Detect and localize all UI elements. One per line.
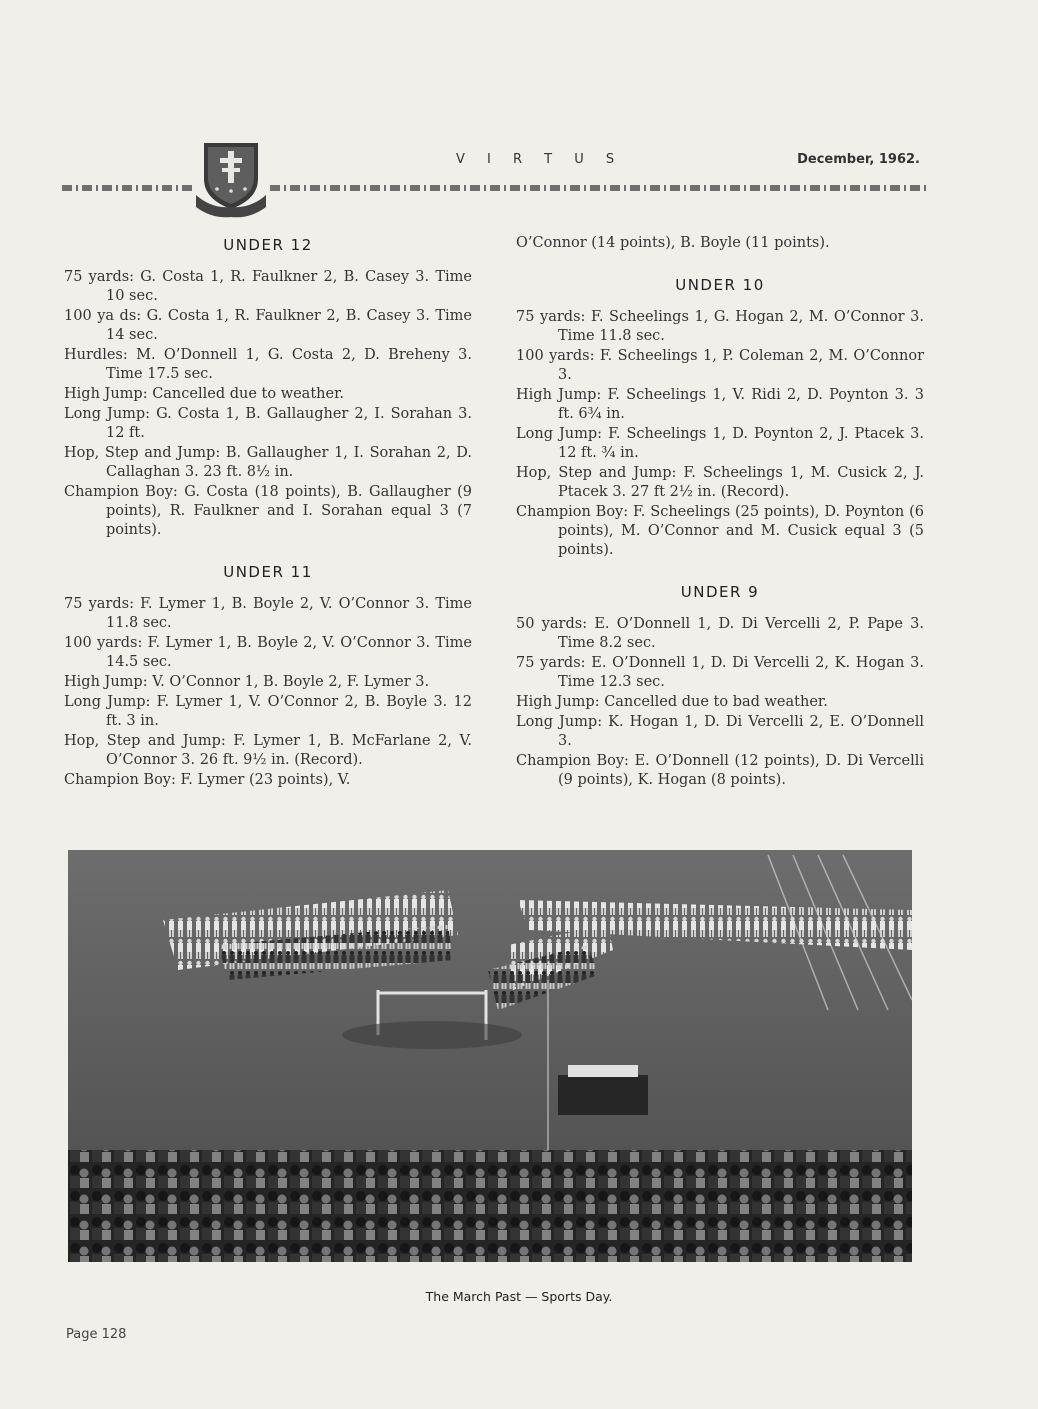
- result-entry: High Jump: F. Scheelings 1, V. Ridi 2, D. Poynton 3. 3 ft. 6¾ in.: [516, 387, 924, 422]
- result-entry: Hop, Step and Jump: F. Lymer 1, B. McFarlane 2, V. O’Connor 3. 26 ft. 9½ in. (Record).: [64, 733, 472, 768]
- result-entry: 100 ya ds: G. Costa 1, R. Faulkner 2, B. Casey 3. Time 14 sec.: [64, 308, 472, 343]
- header-rule-right: [270, 185, 926, 191]
- result-entry: 75 yards: F. Lymer 1, B. Boyle 2, V. O’Connor 3. Time 11.8 sec.: [64, 596, 472, 631]
- result-entry: Long Jump: F. Scheelings 1, D. Poynton 2, J. Ptacek 3. 12 ft. ¾ in.: [516, 426, 924, 461]
- section-spacer: [516, 254, 924, 274]
- section-heading: UNDER 12: [223, 236, 313, 254]
- school-crest-icon: [192, 137, 270, 219]
- march-past-photo-illustration: [68, 850, 912, 1262]
- result-entry: 75 yards: G. Costa 1, R. Faulkner 2, B. Casey 3. Time 10 sec.: [64, 269, 472, 304]
- result-entry: Champion Boy: E. O’Donnell (12 points), D. Di Vercelli (9 points), K. Hogan (8 points).: [516, 753, 924, 788]
- result-entry: High Jump: Cancelled due to weather.: [64, 386, 345, 402]
- section-spacer: [64, 541, 472, 561]
- result-entry: 100 yards: F. Lymer 1, B. Boyle 2, V. O’Connor 3. Time 14.5 sec.: [64, 635, 472, 670]
- right-column: [516, 234, 924, 791]
- result-entry: High Jump: V. O’Connor 1, B. Boyle 2, F. Lymer 3.: [64, 674, 430, 690]
- result-entry: Champion Boy: G. Costa (18 points), B. Gallaugher (9 points), R. Faulkner and I. Sorahan equal 3 (7 points).: [64, 484, 472, 538]
- issue-date: December, 1962.: [797, 152, 920, 167]
- result-entry: Long Jump: F. Lymer 1, V. O’Connor 2, B. Boyle 3. 12 ft. 3 in.: [64, 694, 472, 729]
- result-entry: Hop, Step and Jump: F. Scheelings 1, M. Cusick 2, J. Ptacek 3. 27 ft 2½ in. (Record).: [516, 465, 924, 500]
- result-entry: Champion Boy: F. Scheelings (25 points), D. Poynton (6 points), M. O’Connor and M. Cusick equal 3 (5 points).: [516, 504, 924, 558]
- section-heading: UNDER 10: [675, 276, 765, 294]
- result-entry: O’Connor (14 points), B. Boyle (11 points).: [516, 235, 830, 251]
- sports-day-photo: [68, 850, 912, 1262]
- result-entry: 50 yards: E. O’Donnell 1, D. Di Vercelli 2, P. Pape 3. Time 8.2 sec.: [516, 616, 924, 651]
- section-heading: UNDER 11: [223, 563, 313, 581]
- magazine-title: V I R T U S: [456, 152, 624, 167]
- section-heading: UNDER 9: [680, 583, 760, 601]
- result-entry: Long Jump: K. Hogan 1, D. Di Vercelli 2, E. O’Donnell 3.: [516, 714, 924, 749]
- result-entry: 75 yards: F. Scheelings 1, G. Hogan 2, M. O’Connor 3. Time 11.8 sec.: [516, 309, 924, 344]
- result-entry: 75 yards: E. O’Donnell 1, D. Di Vercelli 2, K. Hogan 3. Time 12.3 sec.: [516, 655, 924, 690]
- result-entry: Long Jump: G. Costa 1, B. Gallaugher 2, I. Sorahan 3. 12 ft.: [64, 406, 472, 441]
- result-entry: Champion Boy: F. Lymer (23 points), V.: [64, 772, 351, 788]
- photo-caption: The March Past — Sports Day.: [425, 1289, 613, 1304]
- header-rule-left: [62, 185, 192, 191]
- page-number: Page 128: [66, 1327, 127, 1342]
- result-entry: Hop, Step and Jump: B. Gallaugher 1, I. Sorahan 2, D. Callaghan 3. 23 ft. 8½ in.: [64, 445, 472, 480]
- result-entry: High Jump: Cancelled due to bad weather.: [516, 694, 828, 710]
- left-column: [64, 234, 472, 791]
- section-spacer: [516, 561, 924, 581]
- result-entry: 100 yards: F. Scheelings 1, P. Coleman 2, M. O’Connor 3.: [516, 348, 924, 383]
- result-entry: Hurdles: M. O’Donnell 1, G. Costa 2, D. Breheny 3. Time 17.5 sec.: [64, 347, 472, 382]
